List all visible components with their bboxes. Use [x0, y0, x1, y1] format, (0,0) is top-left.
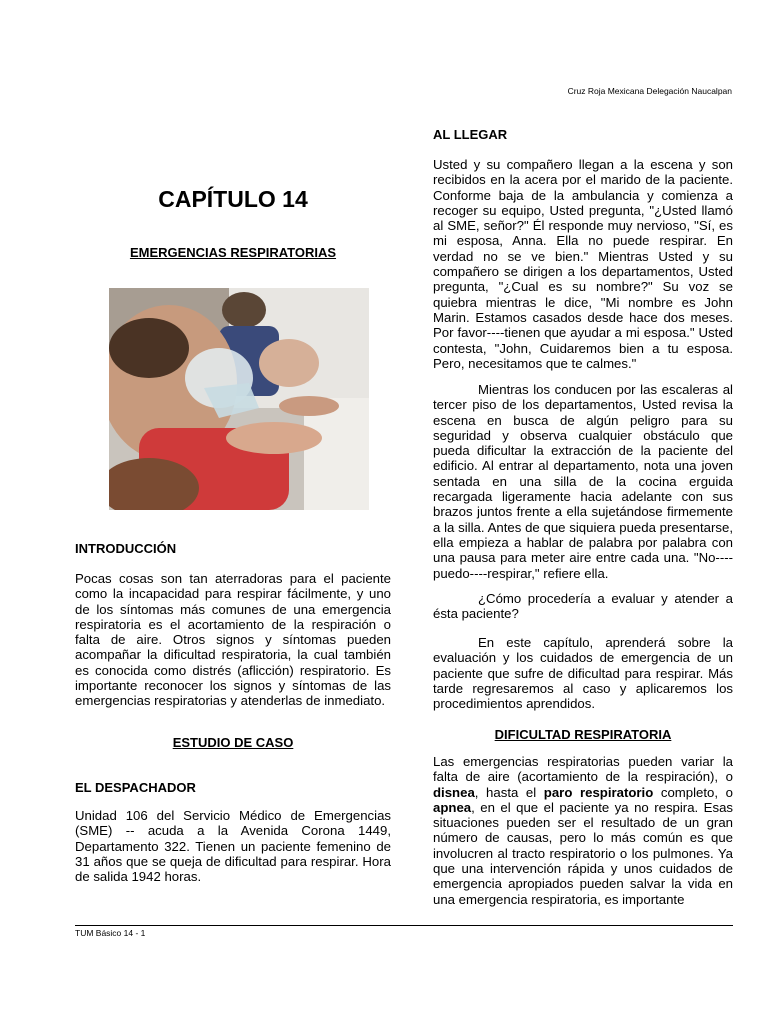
arrival-paragraph-4: En este capítulo, aprenderá sobre la evaluación y los cuidados de emergencia de un paciente que sufre de dificultad para respirar. Más tarde regresaremos al caso y aplicaremos los procedimientos aprendidos. — [433, 635, 733, 712]
difficulty-heading: DIFICULTAD RESPIRATORIA — [494, 727, 672, 742]
term-disnea: disnea — [433, 784, 475, 800]
footer-page-label: TUM Básico 14 - 1 — [75, 928, 146, 938]
chapter-subtitle: EMERGENCIAS RESPIRATORIAS — [129, 245, 337, 260]
term-paro-respiratorio: paro respiratorio — [543, 784, 654, 800]
difficulty-text-3: completo, o — [653, 784, 733, 800]
chapter-photo — [109, 288, 369, 510]
difficulty-paragraph — [433, 754, 733, 907]
dispatcher-paragraph: Unidad 106 del Servicio Médico de Emergencias (SME) -- acuda a la Avenida Corona 1449, Departamento 322. Tienen un paciente femenino de 31 años que se queja de dificultad para respirar. Hora de salida 1942 horas. — [75, 808, 391, 885]
arrival-paragraph-1: Usted y su compañero llegan a la escena y son recibidos en la acera por el marido de la paciente. Conforme baja de la ambulancia y comienza a recoger su equipo, Usted pregunta, "¿Usted llamó al SME, señor?" Él responde muy nervioso, "Sí, es mi esposa, Anna. Ella no puede respirar. En verdad no se ve bien." Mientras Usted y su compañero se dirigen a los departamentos, Usted pregunta, "¿Cual es su nombre?" Su voz se quiebra mientras le dice, "Mi nombre es John Marin. Estamos casados desde hace dos meses. Por favor----tienen que ayudar a mi esposa." Usted contesta, "John, Cuidaremos bien a tu esposa. Pero, necesitamos que te calmes." — [433, 157, 733, 371]
photo-illustration — [109, 288, 369, 510]
difficulty-text-1: Las emergencias respiratorias pueden variar la falta de aire (acortamiento de la respiración), o — [433, 754, 733, 785]
intro-paragraph: Pocas cosas son tan aterradoras para el paciente como la incapacidad para respirar fácilmente, y uno de los síntomas más comunes de una emergencia respiratoria es el acortamiento de la respiración o falta de aire. Otros signos y síntomas pueden acompañar la dificultad respiratoria, la cual también es conocida como distrés (aflicción) respiratorio. Es importante reconocer los signos y síntomas de las emergencias respiratorias y atenderlas de inmediato. — [75, 571, 391, 709]
arrival-heading: AL LLEGAR — [433, 127, 508, 142]
intro-heading: INTRODUCCIÓN — [75, 541, 177, 556]
difficulty-text-4: , en el que el paciente ya no respira. Esas situaciones pueden ser el resultado de un gran número de causas, pero lo más común es que involucren al tracto respiratorio o los pulmones. Ya que una intervención rápida y unos cuidados de emergencia apropiados pueden salvar la vida en una emergencia respiratoria, es importante — [433, 799, 733, 907]
footer-divider — [75, 925, 733, 926]
case-study-heading: ESTUDIO DE CASO — [172, 735, 294, 750]
dispatcher-heading: EL DESPACHADOR — [75, 780, 196, 795]
arrival-paragraph-2: Mientras los conducen por las escaleras al tercer piso de los departamentos, Usted revisa la escena en busca de algún peligro para su seguridad y observa cualquier obstáculo que pueda dificultar la extracción de la paciente del edificio. Al entrar al departamento, nota una joven sentada en una silla de la cocina erguida recargada ligeramente hacia adelante con sus brazos juntos frente a ella sujetándose firmemente a la silla. Antes de que siquiera pueda presentarse, ella empieza a hablar de palabra por palabra con una pausa para meter aire entre cada una. "No----puedo----respirar," refiere ella. — [433, 382, 733, 581]
difficulty-text-2: , hasta el — [474, 784, 544, 800]
term-apnea: apnea — [433, 799, 472, 815]
running-header: Cruz Roja Mexicana Delegación Naucalpan — [567, 86, 732, 96]
chapter-title: CAPÍTULO 14 — [158, 186, 308, 212]
arrival-paragraph-3: ¿Cómo procedería a evaluar y atender a ésta paciente? — [433, 591, 733, 622]
